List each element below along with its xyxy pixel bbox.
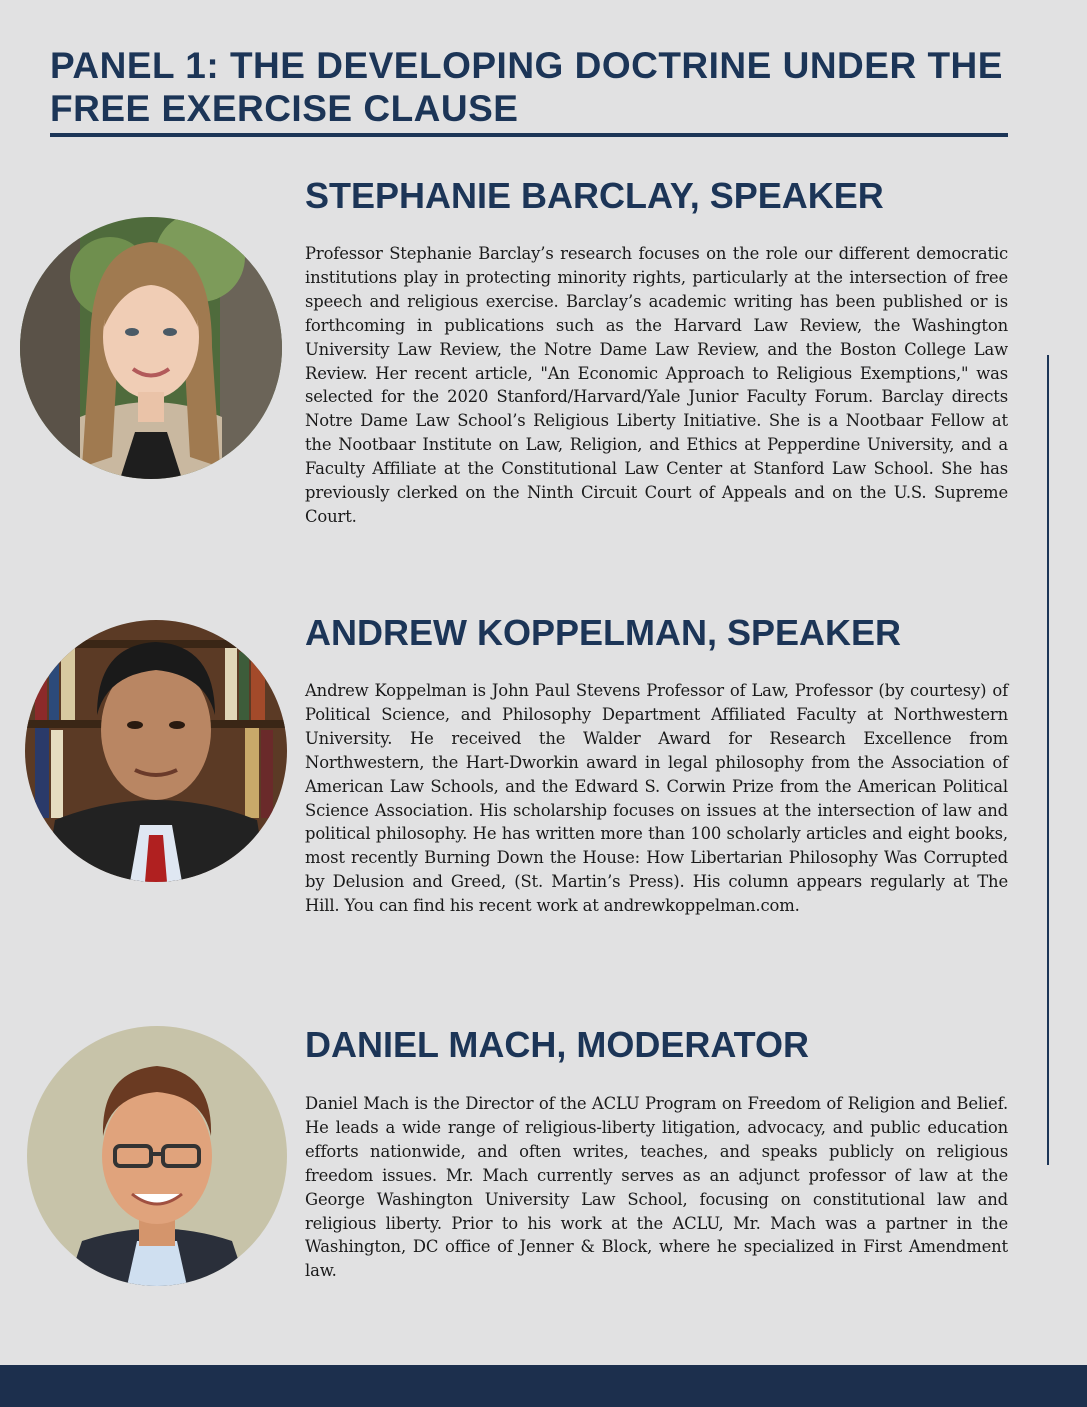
speaker-name-mach: DANIEL MACH, MODERATOR (305, 1024, 809, 1065)
speaker-photo-koppelman (25, 620, 287, 882)
speaker-bio-koppelman: Andrew Koppelman is John Paul Stevens Professor of Law, Professor (by courtesy) of Political Science, and Philosophy Department Affiliated Faculty at Northwestern University. He received the Walder Award for Research Excellence from Northwestern, the Hart-Dworkin award in legal philosophy from the Association of American Law Schools, and the Edward S. Corwin Prize from the American Political Science Association. His scholarship focuses on issues at the intersection of law and political philosophy. He has written more than 100 scholarly articles and eight books, most recently Burning Down the House: How Libertarian Philosophy Was Corrupted by Delusion and Greed, (St. Martin’s Press). His column appears regularly at The Hill. You can find his recent work at andrewkoppelman.com. (305, 681, 1008, 916)
speaker-name-barclay: STEPHANIE BARCLAY, SPEAKER (305, 175, 884, 216)
speaker-photo-mach (27, 1026, 287, 1286)
panel-title: PANEL 1: THE DEVELOPING DOCTRINE UNDER THE FREE EXERCISE CLAUSE (50, 45, 1003, 129)
footer-bar (0, 1365, 1087, 1407)
speaker-bio-mach: Daniel Mach is the Director of the ACLU Program on Freedom of Religion and Belief. He leads a wide range of religious-liberty litigation, advocacy, and public education efforts nationwide, and often writes, teaches, and speaks publicly on religious freedom issues. Mr. Mach currently serves as an adjunct professor of law at the George Washington University Law School, focusing on constitutional law and religious liberty. Prior to his work at the ACLU, Mr. Mach was a partner in the Washington, DC office of Jenner & Block, where he specialized in First Amendment law. (305, 1094, 1008, 1281)
speaker-bio-barclay: Professor Stephanie Barclay’s research focuses on the role our different democratic institutions play in protecting minority rights, particularly at the intersection of free speech and religious exercise. Barclay’s academic writing has been published or is forthcoming in publications such as the Harvard Law Review, the Washington University Law Review, the Notre Dame Law Review, and the Boston College Law Review. Her recent article, "An Economic Approach to Religious Exemptions," was selected for the 2020 Stanford/Harvard/Yale Junior Faculty Forum. Barclay directs Notre Dame Law School’s Religious Liberty Initiative. She is a Nootbaar Fellow at the Nootbaar Institute on Law, Religion, and Ethics at Pepperdine University, and a Faculty Affiliate at the Constitutional Law Center at Stanford Law School. She has previously clerked on the Ninth Circuit Court of Appeals and on the U.S. Supreme Court. (305, 244, 1008, 526)
speaker-name-koppelman: ANDREW KOPPELMAN, SPEAKER (305, 612, 902, 653)
vertical-divider (1047, 355, 1049, 1165)
speaker-photo-barclay (20, 217, 282, 479)
title-underline (50, 133, 1008, 137)
